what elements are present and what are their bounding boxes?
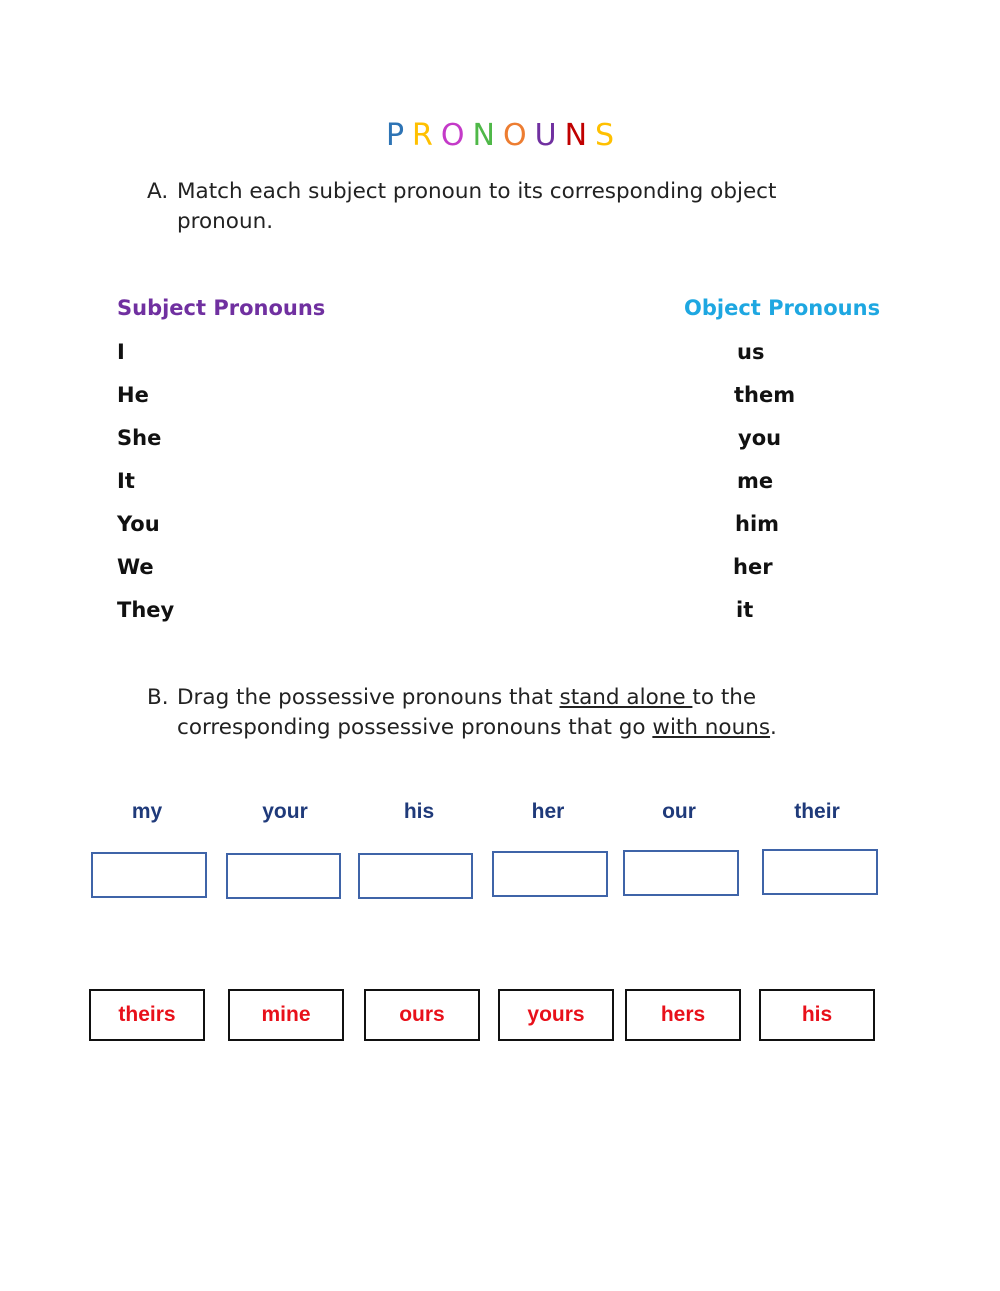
drag-tile-theirs[interactable]: theirs (89, 989, 205, 1041)
section-b-text-part: . (770, 715, 777, 740)
possessive-adjective: my (131, 800, 163, 823)
section-b-underlined-text: with nouns (652, 715, 771, 740)
object-pronoun[interactable]: you (738, 426, 782, 450)
title-letter: U (534, 118, 557, 153)
section-b-underlined-text: stand alone (559, 685, 693, 710)
title-letter: N (472, 118, 495, 153)
subject-pronoun[interactable]: You (117, 512, 160, 536)
drag-tile-yours[interactable]: yours (498, 989, 614, 1041)
subject-pronoun[interactable]: They (117, 598, 175, 622)
title-letter: R (412, 118, 433, 153)
section-a-letter: A. (147, 179, 169, 204)
title-letter: O (502, 118, 527, 153)
drag-tile-ours[interactable]: ours (364, 989, 480, 1041)
drag-tile-hers[interactable]: hers (625, 989, 741, 1041)
subject-pronoun[interactable]: He (117, 383, 149, 407)
drop-box-his[interactable] (358, 853, 473, 899)
object-pronouns-heading: Object Pronouns (684, 296, 881, 320)
object-pronoun[interactable]: them (734, 383, 796, 407)
subject-pronoun[interactable]: It (117, 469, 135, 493)
section-b-text (177, 683, 847, 743)
possessive-adjective: their (794, 800, 840, 823)
drop-box-her[interactable] (492, 851, 608, 897)
section-a-text: Match each subject pronoun to its corresponding object pronoun. (177, 179, 777, 234)
object-pronoun[interactable]: it (736, 598, 754, 622)
drop-box-my[interactable] (91, 852, 207, 898)
subject-pronoun[interactable]: We (117, 555, 154, 579)
section-b-text-part: to the corresponding possessive pronouns that go (177, 685, 757, 740)
page-title (0, 118, 1000, 153)
title-letter: S (595, 118, 615, 153)
section-b-instruction (147, 683, 847, 743)
possessive-adjective: your (262, 800, 308, 823)
object-pronoun[interactable]: me (737, 469, 774, 493)
subject-pronoun[interactable]: I (117, 340, 125, 364)
section-a-instruction (147, 177, 847, 237)
drag-tile-his[interactable]: his (759, 989, 875, 1041)
object-pronoun[interactable]: us (737, 340, 765, 364)
title-letter: P (385, 118, 405, 153)
drop-box-your[interactable] (226, 853, 341, 899)
object-pronoun[interactable]: him (735, 512, 780, 536)
title-letter: O (440, 118, 465, 153)
drop-box-their[interactable] (762, 849, 878, 895)
subject-pronoun[interactable]: She (117, 426, 162, 450)
drop-box-our[interactable] (623, 850, 739, 896)
possessive-adjective: his (403, 800, 435, 823)
section-b-text-part: Drag the possessive pronouns that (177, 685, 560, 710)
drag-tile-mine[interactable]: mine (228, 989, 344, 1041)
subject-pronouns-heading: Subject Pronouns (117, 296, 326, 320)
possessive-adjective: our (662, 800, 696, 823)
possessive-adjective: her (531, 800, 565, 823)
title-letter: N (564, 118, 588, 153)
object-pronoun[interactable]: her (733, 555, 773, 579)
section-b-letter: B. (147, 685, 169, 710)
